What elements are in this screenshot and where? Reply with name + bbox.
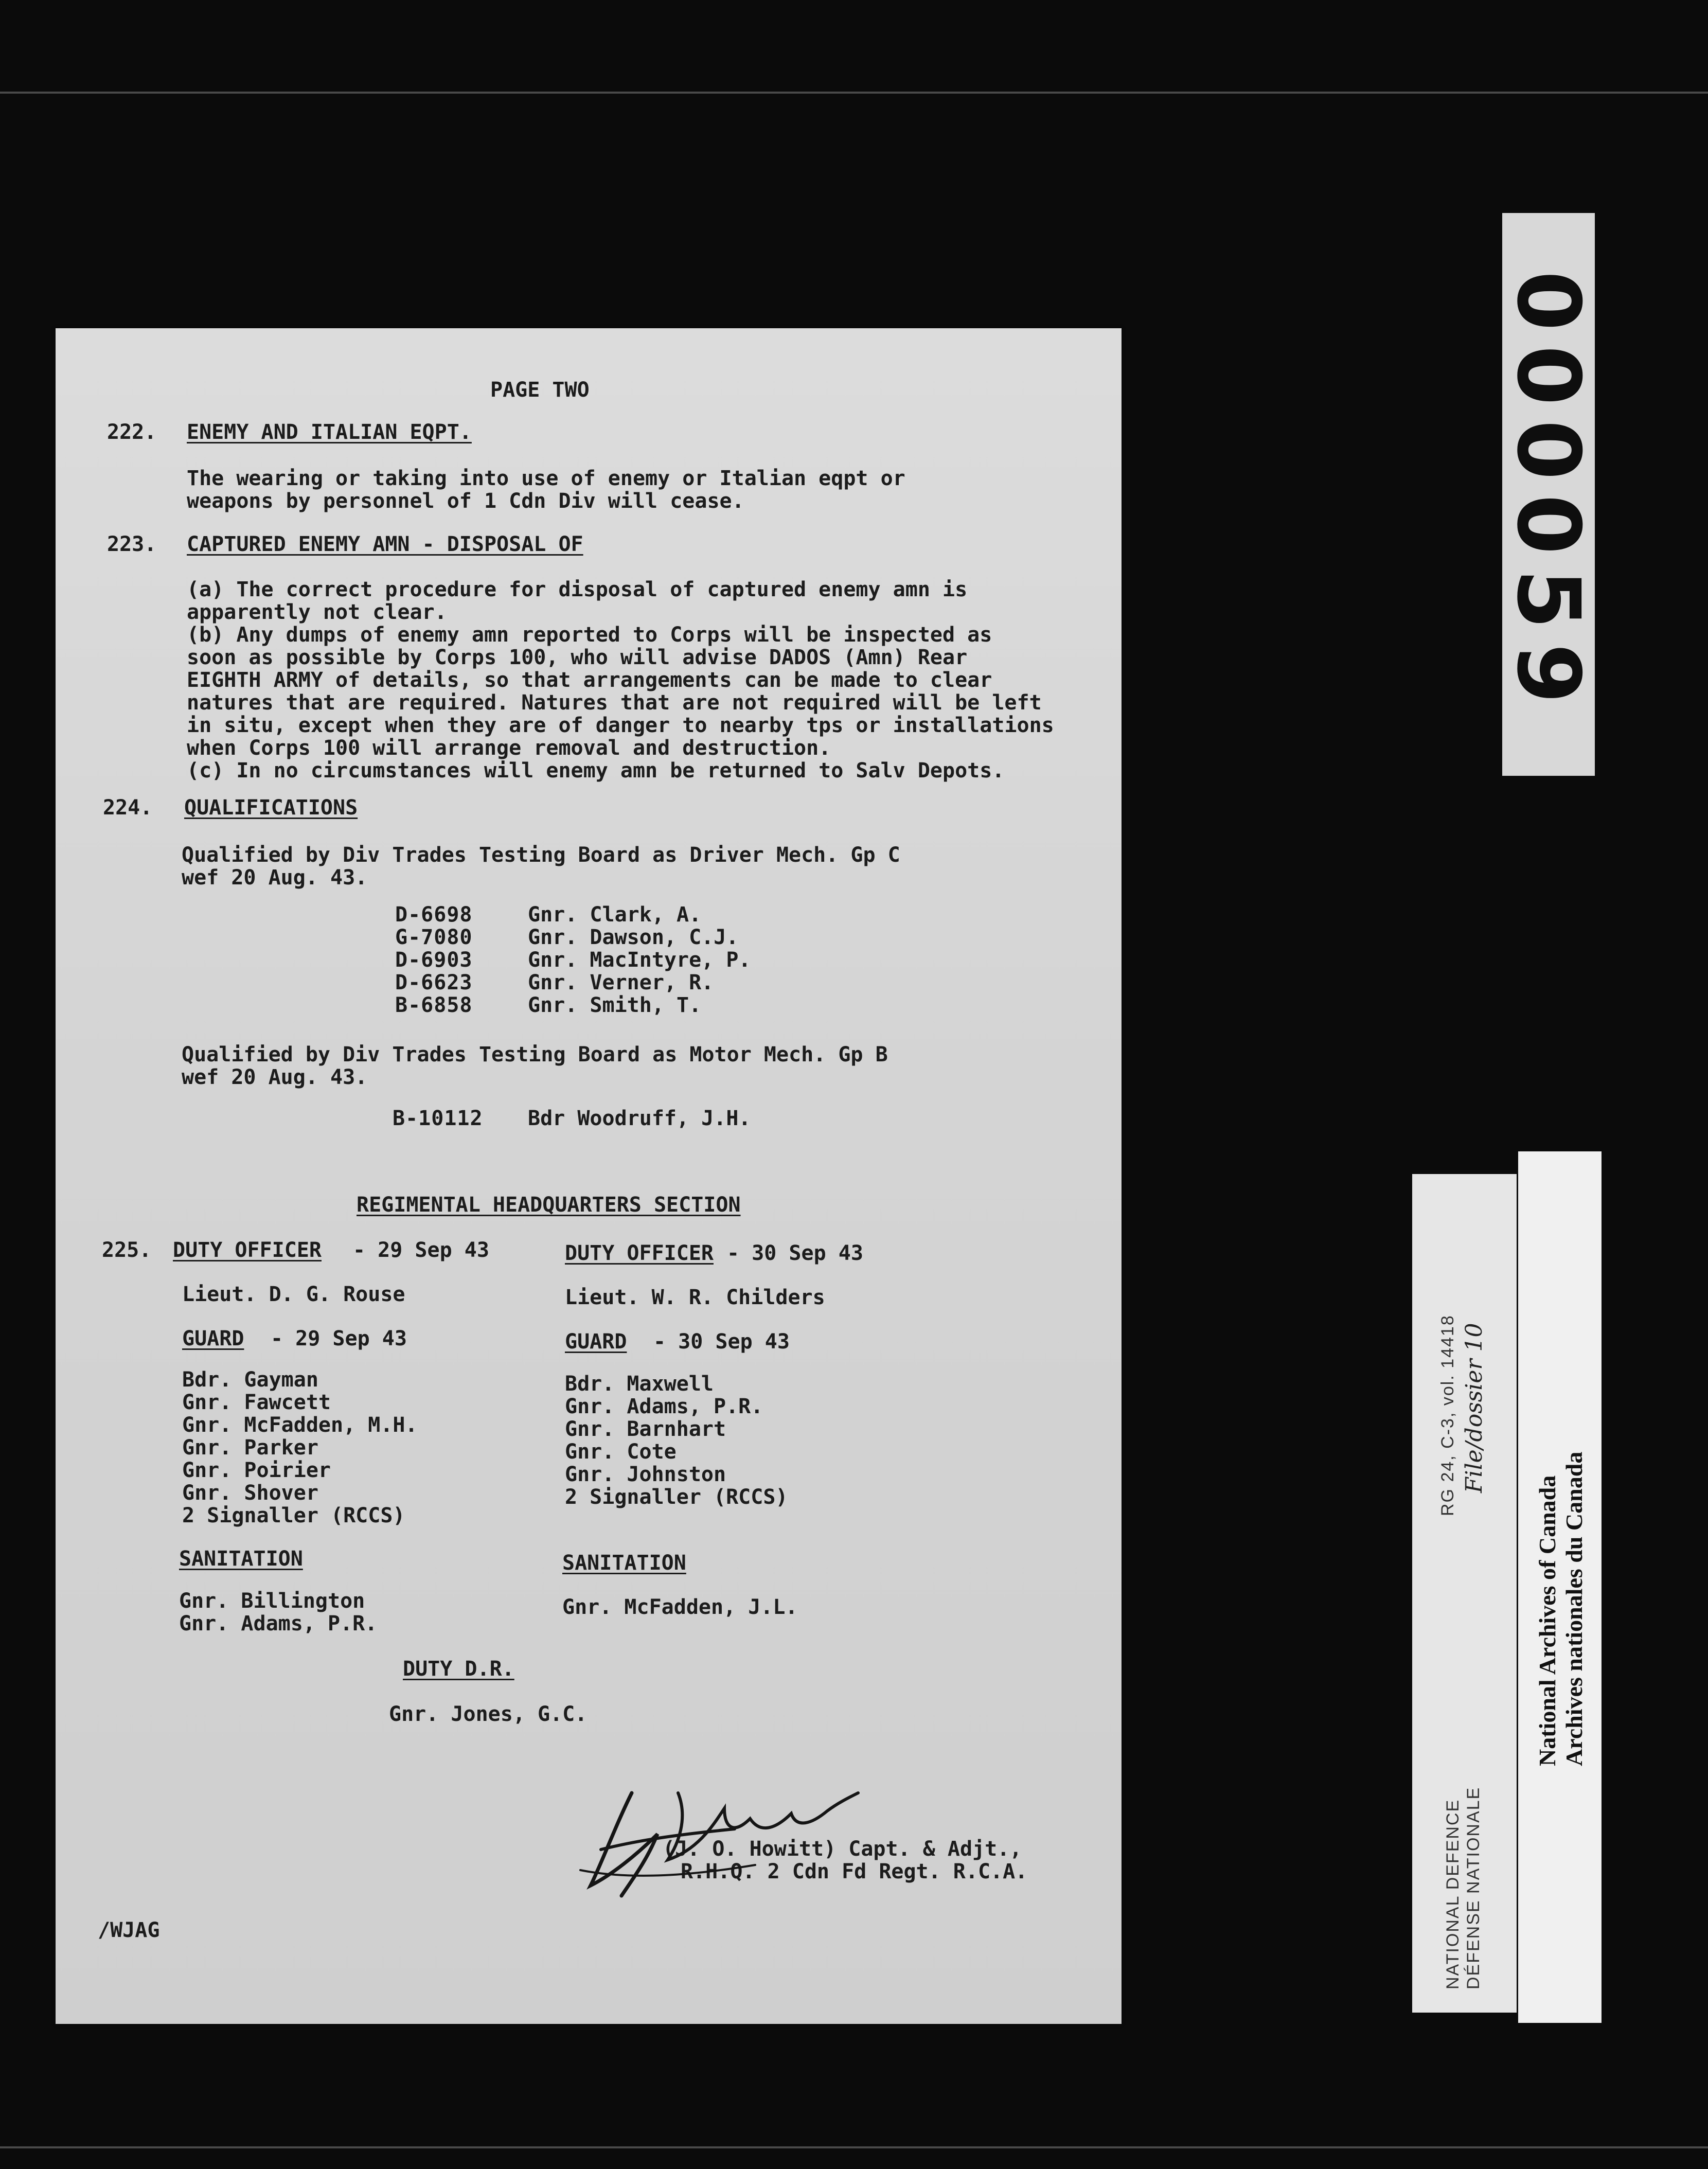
guard-member: Bdr. Maxwell	[565, 1372, 714, 1396]
item-number-225: 225.	[102, 1238, 152, 1262]
guard-member: Gnr. Fawcett	[182, 1391, 331, 1414]
item-223-line: soon as possible by Corps 100, who will advise DADOS (Amn) Rear	[187, 646, 968, 669]
archive-reference: RG 24, C-3, vol. 14418	[1438, 1314, 1457, 1516]
item-223-line: EIGHTH ARMY of details, so that arrangements can be made to clear	[187, 668, 992, 692]
guard-member: Gnr. Barnhart	[565, 1417, 726, 1441]
soldier-name: Bdr Woodruff, J.H.	[528, 1107, 751, 1130]
soldier-name: Gnr. MacIntyre, P.	[528, 948, 751, 972]
archive-label-line1: NATIONAL DEFENCE	[1443, 1799, 1463, 1989]
soldier-name: Gnr. Dawson, C.J.	[528, 926, 739, 949]
item-number-222: 222.	[107, 420, 157, 444]
guard-member: 2 Signaller (RCCS)	[182, 1504, 405, 1527]
duty-officer-name: Lieut. D. G. Rouse	[182, 1283, 405, 1306]
item-heading-223: CAPTURED ENEMY AMN - DISPOSAL OF	[187, 532, 583, 556]
item-223-line: when Corps 100 will arrange removal and destruction.	[187, 736, 831, 760]
film-edge-bottom	[0, 2146, 1708, 2148]
guard-label: GUARD	[565, 1330, 627, 1354]
archive-label-name-strip	[1517, 1151, 1602, 2023]
item-223-line: apparently not clear.	[187, 600, 447, 624]
guard-date: - 30 Sep 43	[653, 1330, 790, 1354]
guard-member: Gnr. Cote	[565, 1440, 677, 1464]
rhq-section-heading: REGIMENTAL HEADQUARTERS SECTION	[357, 1193, 741, 1217]
qualification-intro: Qualified by Div Trades Testing Board as Driver Mech. Gp C	[182, 843, 900, 867]
item-222-line: The wearing or taking into use of enemy or Italian eqpt or	[187, 467, 905, 490]
duty-dr-label: DUTY D.R.	[403, 1657, 514, 1681]
item-number-224: 224.	[103, 796, 153, 820]
sanitation-member: Gnr. Adams, P.R.	[179, 1612, 378, 1635]
item-number-223: 223.	[107, 532, 157, 556]
guard-member: Bdr. Gayman	[182, 1368, 318, 1392]
frame-number: 000059	[1498, 271, 1599, 718]
duty-officer-date: - 30 Sep 43	[727, 1241, 863, 1265]
archive-name-english: National Archives of Canada	[1534, 1475, 1560, 1766]
guard-label: GUARD	[182, 1327, 244, 1350]
service-number: D-6903	[395, 948, 473, 972]
guard-member: Gnr. Poirier	[182, 1459, 331, 1482]
guard-member: Gnr. Parker	[182, 1436, 318, 1460]
service-number: G-7080	[395, 926, 473, 949]
signatory-name: (J. O. Howitt) Capt. & Adjt.,	[663, 1837, 1022, 1861]
page-heading: PAGE TWO	[490, 378, 590, 402]
archive-file-number: File/dossier 10	[1461, 1323, 1487, 1493]
frame-number-strip	[1498, 213, 1599, 776]
duty-officer-date: - 29 Sep 43	[353, 1238, 489, 1262]
item-223-line: (c) In no circumstances will enemy amn be returned to Salv Depots.	[187, 759, 1005, 783]
duty-dr-name: Gnr. Jones, G.C.	[389, 1702, 588, 1726]
duty-officer-label: DUTY OFFICER	[173, 1238, 322, 1262]
item-223-line: in situ, except when they are of danger to nearby tps or installations	[187, 714, 1054, 737]
typist-reference: /WJAG	[98, 1918, 160, 1942]
film-edge-top	[0, 92, 1708, 94]
duty-officer-name: Lieut. W. R. Childers	[565, 1286, 825, 1309]
guard-member: Gnr. Johnston	[565, 1463, 726, 1486]
qualification-intro: wef 20 Aug. 43.	[182, 866, 368, 890]
guard-member: Gnr. Shover	[182, 1481, 318, 1505]
service-number: B-10112	[393, 1107, 483, 1130]
item-223-line: (a) The correct procedure for disposal of captured enemy amn is	[187, 578, 968, 601]
signatory-unit: R.H.Q. 2 Cdn Fd Regt. R.C.A.	[681, 1860, 1028, 1883]
sanitation-member: Gnr. McFadden, J.L.	[562, 1595, 798, 1619]
qualification-intro: wef 20 Aug. 43.	[182, 1065, 368, 1089]
archive-label-line2: DÉFENSE NATIONALE	[1464, 1786, 1483, 1989]
handwritten-signature	[570, 1762, 910, 1916]
guard-member: 2 Signaller (RCCS)	[565, 1485, 788, 1509]
archive-name-french: Archives nationales du Canada	[1561, 1451, 1587, 1766]
service-number: D-6623	[395, 971, 473, 994]
item-223-line: (b) Any dumps of enemy amn reported to Corps will be inspected as	[187, 623, 992, 647]
item-222-line: weapons by personnel of 1 Cdn Div will cease.	[187, 489, 744, 513]
item-heading-222: ENEMY AND ITALIAN EQPT.	[187, 420, 472, 444]
item-heading-224: QUALIFICATIONS	[184, 796, 358, 820]
soldier-name: Gnr. Smith, T.	[528, 993, 702, 1017]
sanitation-member: Gnr. Billington	[179, 1589, 365, 1613]
guard-date: - 29 Sep 43	[271, 1327, 407, 1350]
soldier-name: Gnr. Clark, A.	[528, 903, 702, 927]
soldier-name: Gnr. Verner, R.	[528, 971, 714, 994]
item-223-line: natures that are required. Natures that are not required will be left	[187, 691, 1042, 715]
duty-officer-label: DUTY OFFICER	[565, 1241, 714, 1265]
sanitation-label: SANITATION	[179, 1547, 303, 1571]
service-number: B-6858	[395, 993, 473, 1017]
qualification-intro: Qualified by Div Trades Testing Board as Motor Mech. Gp B	[182, 1043, 888, 1066]
guard-member: Gnr. McFadden, M.H.	[182, 1413, 418, 1437]
guard-member: Gnr. Adams, P.R.	[565, 1395, 763, 1418]
service-number: D-6698	[395, 903, 473, 927]
sanitation-label: SANITATION	[562, 1551, 686, 1575]
